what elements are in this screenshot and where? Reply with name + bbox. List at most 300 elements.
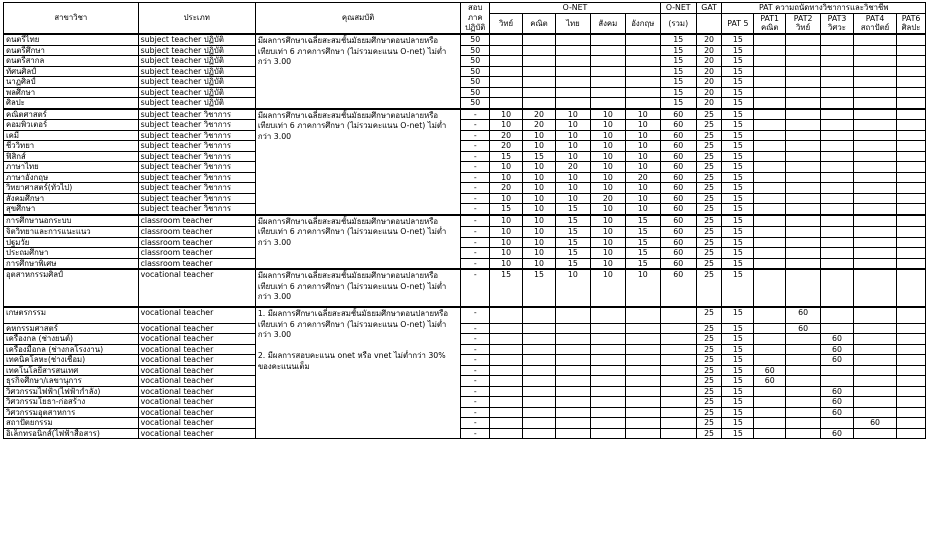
cell-score: 10: [490, 258, 523, 269]
cell-score: -: [461, 355, 490, 366]
cell-score: [786, 428, 821, 439]
cell-score: [754, 162, 786, 173]
cell-major: ชีววิทยา: [4, 141, 139, 152]
table-row: [4, 215, 926, 227]
cell-type: vocational teacher: [138, 418, 255, 429]
cell-type: subject teacher วิชาการ: [138, 130, 255, 141]
cell-score: [625, 307, 660, 323]
cell-score: [853, 227, 896, 238]
cell-major: เทคนิคโลหะ(ช่างเชื่อม): [4, 355, 139, 366]
cell-score: [786, 193, 821, 204]
cell-score: -: [461, 120, 490, 131]
cell-score: [754, 56, 786, 67]
table-row: [4, 269, 926, 307]
cell-type: vocational teacher: [138, 355, 255, 366]
cell-score: 10: [523, 237, 556, 248]
cell-score: [853, 355, 896, 366]
cell-score: -: [461, 141, 490, 152]
cell-score: [555, 407, 590, 418]
cell-score: 10: [490, 193, 523, 204]
cell-score: [853, 407, 896, 418]
cell-score: 20: [696, 56, 722, 67]
cell-major: นาฏศิลป์: [4, 77, 139, 88]
cell-score: [490, 66, 523, 77]
cell-score: 15: [660, 45, 696, 56]
cell-score: -: [461, 183, 490, 194]
cell-major: ทัศนศิลป์: [4, 66, 139, 77]
table-row: [4, 66, 926, 77]
cell-type: subject teacher วิชาการ: [138, 120, 255, 131]
cell-score: [897, 397, 926, 408]
cell-score: [897, 162, 926, 173]
cell-score: [625, 34, 660, 45]
cell-score: [853, 109, 896, 120]
cell-major: ศิลปะ: [4, 98, 139, 109]
table-row: [4, 418, 926, 429]
cell-score: 15: [722, 428, 754, 439]
table-row: [4, 45, 926, 56]
cell-score: [523, 407, 556, 418]
cell-score: [590, 386, 625, 397]
cell-score: [853, 237, 896, 248]
cell-score: 10: [590, 258, 625, 269]
cell-score: [786, 248, 821, 259]
cell-score: 50: [461, 34, 490, 45]
cell-score: [660, 365, 696, 376]
cell-score: [490, 418, 523, 429]
cell-score: [821, 120, 854, 131]
cell-score: [786, 66, 821, 77]
cell-score: [821, 323, 854, 334]
cell-score: 25: [696, 204, 722, 215]
cell-score: [754, 307, 786, 323]
cell-score: 25: [696, 172, 722, 183]
cell-type: subject teacher ปฏิบัติ: [138, 87, 255, 98]
cell-score: 20: [696, 66, 722, 77]
cell-qualification: [255, 269, 461, 307]
table-row: [4, 344, 926, 355]
cell-score: [853, 120, 896, 131]
cell-score: [821, 130, 854, 141]
cell-score: 15: [722, 120, 754, 131]
cell-major: คหกรรมศาสตร์: [4, 323, 139, 334]
cell-score: 15: [722, 407, 754, 418]
cell-score: [490, 365, 523, 376]
cell-score: [490, 344, 523, 355]
cell-score: 10: [555, 130, 590, 141]
cell-type: vocational teacher: [138, 323, 255, 334]
cell-score: 15: [722, 386, 754, 397]
cell-score: [853, 87, 896, 98]
table-row: [4, 130, 926, 141]
cell-score: 10: [590, 237, 625, 248]
cell-score: [490, 334, 523, 345]
cell-score: [660, 323, 696, 334]
cell-score: [625, 56, 660, 67]
cell-score: [555, 376, 590, 387]
cell-score: 25: [696, 120, 722, 131]
cell-score: [625, 323, 660, 334]
cell-qualification: [255, 172, 461, 183]
table-row: [4, 98, 926, 109]
cell-score: [555, 334, 590, 345]
cell-score: 60: [821, 344, 854, 355]
cell-score: [523, 334, 556, 345]
cell-qualification: [255, 141, 461, 152]
cell-score: [754, 141, 786, 152]
cell-score: 15: [722, 418, 754, 429]
cell-score: 15: [722, 109, 754, 120]
cell-score: [754, 344, 786, 355]
cell-score: 15: [722, 258, 754, 269]
cell-type: classroom teacher: [138, 215, 255, 227]
cell-score: 10: [625, 130, 660, 141]
cell-score: 15: [660, 87, 696, 98]
cell-score: 50: [461, 98, 490, 109]
cell-score: 25: [696, 355, 722, 366]
cell-score: [821, 227, 854, 238]
cell-score: 10: [555, 193, 590, 204]
cell-score: [523, 355, 556, 366]
cell-score: 20: [490, 141, 523, 152]
cell-score: 10: [490, 172, 523, 183]
header-onet-sci: วิทย์: [490, 13, 523, 34]
header-pat-group: PAT ความถนัดทางวิชาการและวิชาชีพ: [722, 3, 926, 14]
header-pat4: PAT4 สถาปัตย์: [853, 13, 896, 34]
cell-qualification: [255, 204, 461, 215]
cell-score: 25: [696, 418, 722, 429]
cell-qualification: [255, 183, 461, 194]
cell-major: เครื่องมือกล (ช่างกลโรงงาน): [4, 344, 139, 355]
cell-score: [897, 258, 926, 269]
cell-score: [490, 323, 523, 334]
cell-score: 15: [722, 130, 754, 141]
cell-score: 10: [590, 130, 625, 141]
table-row: [4, 151, 926, 162]
cell-score: 10: [490, 215, 523, 227]
cell-type: vocational teacher: [138, 376, 255, 387]
cell-score: [660, 307, 696, 323]
cell-score: 10: [523, 183, 556, 194]
cell-score: 15: [555, 204, 590, 215]
cell-score: [821, 204, 854, 215]
cell-score: 10: [523, 130, 556, 141]
cell-score: [821, 237, 854, 248]
cell-type: subject teacher ปฏิบัติ: [138, 77, 255, 88]
cell-major: ประถมศึกษา: [4, 248, 139, 259]
header-pat2: PAT2 วิทย์: [786, 13, 821, 34]
cell-qualification: [255, 307, 461, 371]
cell-score: -: [461, 227, 490, 238]
cell-major: การศึกษานอกระบบ: [4, 215, 139, 227]
cell-score: [555, 365, 590, 376]
cell-score: [897, 334, 926, 345]
cell-score: 15: [523, 151, 556, 162]
cell-score: [754, 237, 786, 248]
cell-score: [821, 376, 854, 387]
cell-score: 15: [722, 269, 754, 307]
cell-score: [897, 269, 926, 307]
cell-score: 20: [523, 109, 556, 120]
cell-type: subject teacher วิชาการ: [138, 151, 255, 162]
cell-score: [897, 237, 926, 248]
cell-score: [590, 66, 625, 77]
cell-score: [786, 376, 821, 387]
cell-score: [555, 386, 590, 397]
cell-score: 25: [696, 428, 722, 439]
cell-score: [821, 418, 854, 429]
admission-table-sheet: [3, 2, 926, 439]
cell-score: 15: [722, 344, 754, 355]
cell-score: [853, 269, 896, 307]
header-practical: สอบภาคปฏิบัติ: [461, 3, 490, 35]
cell-type: subject teacher ปฏิบัติ: [138, 56, 255, 67]
cell-type: subject teacher วิชาการ: [138, 183, 255, 194]
cell-score: 50: [461, 87, 490, 98]
cell-score: [590, 323, 625, 334]
cell-score: [821, 172, 854, 183]
cell-score: [754, 258, 786, 269]
cell-score: [897, 45, 926, 56]
cell-score: [821, 109, 854, 120]
cell-score: [555, 98, 590, 109]
cell-score: [590, 344, 625, 355]
table-row: [4, 109, 926, 120]
cell-score: 15: [722, 141, 754, 152]
cell-score: 15: [660, 98, 696, 109]
table-row: [4, 172, 926, 183]
header-major: สาขาวิชา: [4, 3, 139, 35]
cell-score: [853, 204, 896, 215]
cell-score: [555, 344, 590, 355]
cell-score: 15: [722, 215, 754, 227]
cell-qualification: [255, 248, 461, 259]
cell-score: 15: [722, 323, 754, 334]
cell-score: [786, 172, 821, 183]
cell-score: [786, 269, 821, 307]
cell-score: -: [461, 428, 490, 439]
cell-score: [490, 307, 523, 323]
cell-score: [897, 227, 926, 238]
cell-score: [523, 307, 556, 323]
cell-score: [754, 323, 786, 334]
cell-score: [821, 258, 854, 269]
cell-score: [754, 183, 786, 194]
cell-score: [786, 120, 821, 131]
cell-major: เกษตรกรรม: [4, 307, 139, 323]
cell-score: [821, 66, 854, 77]
cell-qualification: [255, 34, 461, 66]
cell-score: 10: [523, 172, 556, 183]
cell-score: 10: [590, 204, 625, 215]
cell-score: [754, 248, 786, 259]
cell-score: 60: [754, 365, 786, 376]
cell-score: [821, 77, 854, 88]
cell-score: [897, 141, 926, 152]
cell-score: [786, 355, 821, 366]
cell-score: [821, 141, 854, 152]
cell-score: -: [461, 344, 490, 355]
cell-score: 15: [722, 162, 754, 173]
cell-score: -: [461, 269, 490, 307]
cell-type: subject teacher วิชาการ: [138, 172, 255, 183]
cell-major: คอมพิวเตอร์: [4, 120, 139, 131]
cell-score: [897, 193, 926, 204]
cell-qualification: [255, 193, 461, 204]
cell-score: [660, 418, 696, 429]
cell-score: 25: [696, 397, 722, 408]
cell-score: 10: [590, 227, 625, 238]
cell-major: ปฐมวัย: [4, 237, 139, 248]
cell-score: [786, 237, 821, 248]
cell-score: [897, 204, 926, 215]
cell-score: [590, 45, 625, 56]
cell-major: จิตวิทยาและการแนะแนว: [4, 227, 139, 238]
cell-score: 60: [660, 109, 696, 120]
table-row: [4, 334, 926, 345]
cell-score: 15: [722, 34, 754, 45]
cell-score: [590, 397, 625, 408]
cell-score: [786, 141, 821, 152]
cell-score: 60: [853, 418, 896, 429]
cell-score: 15: [722, 248, 754, 259]
cell-score: [490, 98, 523, 109]
cell-score: [853, 323, 896, 334]
cell-score: [821, 56, 854, 67]
cell-score: [821, 87, 854, 98]
cell-score: 25: [696, 365, 722, 376]
cell-score: -: [461, 193, 490, 204]
cell-score: 60: [660, 215, 696, 227]
cell-score: [754, 227, 786, 238]
cell-score: [523, 397, 556, 408]
cell-score: [490, 87, 523, 98]
cell-score: 20: [523, 120, 556, 131]
cell-score: [853, 66, 896, 77]
cell-major: ภาษาอังกฤษ: [4, 172, 139, 183]
header-pat3: PAT3 วิศวะ: [821, 13, 854, 34]
cell-score: 10: [590, 172, 625, 183]
cell-score: [786, 162, 821, 173]
cell-score: [853, 397, 896, 408]
cell-qualification: [255, 376, 461, 387]
cell-score: 15: [722, 365, 754, 376]
cell-score: [786, 45, 821, 56]
cell-score: [590, 307, 625, 323]
cell-type: subject teacher วิชาการ: [138, 109, 255, 120]
cell-score: [555, 397, 590, 408]
cell-score: [897, 130, 926, 141]
cell-qualification: [255, 66, 461, 77]
cell-qualification: [255, 258, 461, 269]
cell-score: [754, 355, 786, 366]
cell-score: 10: [555, 269, 590, 307]
cell-score: -: [461, 215, 490, 227]
cell-score: 25: [696, 269, 722, 307]
qualification-text: มีผลการศึกษาเฉลี่ยสะสมชั้นมัธยมศึกษาตอนปลายหรือเทียบเท่า 6 ภาคการศึกษา (ไม่รวมคะแนน O-net) ไม่ต่ำกว่า 3.00: [257, 271, 447, 301]
cell-score: [754, 66, 786, 77]
cell-score: [523, 34, 556, 45]
table-row: [4, 407, 926, 418]
cell-score: [523, 77, 556, 88]
cell-score: 60: [660, 141, 696, 152]
cell-qualification: [255, 418, 461, 429]
cell-score: 15: [555, 237, 590, 248]
cell-score: [523, 98, 556, 109]
cell-score: [897, 56, 926, 67]
header-gat-sub: [696, 13, 722, 34]
cell-score: [786, 258, 821, 269]
cell-qualification: [255, 98, 461, 109]
cell-qualification: [255, 428, 461, 439]
cell-score: 10: [590, 248, 625, 259]
cell-score: [897, 355, 926, 366]
cell-score: 20: [490, 130, 523, 141]
cell-score: [625, 386, 660, 397]
cell-type: vocational teacher: [138, 269, 255, 307]
cell-type: vocational teacher: [138, 407, 255, 418]
cell-score: 25: [696, 141, 722, 152]
cell-score: [821, 45, 854, 56]
cell-score: [853, 77, 896, 88]
cell-score: 60: [660, 193, 696, 204]
cell-score: 10: [625, 109, 660, 120]
cell-score: [897, 323, 926, 334]
cell-score: 20: [590, 193, 625, 204]
cell-score: [853, 162, 896, 173]
cell-score: -: [461, 237, 490, 248]
cell-score: -: [461, 172, 490, 183]
cell-qualification: [255, 109, 461, 141]
cell-score: 10: [555, 109, 590, 120]
cell-score: [625, 66, 660, 77]
cell-score: [523, 323, 556, 334]
cell-score: [754, 428, 786, 439]
cell-score: 60: [660, 237, 696, 248]
cell-score: 25: [696, 386, 722, 397]
cell-score: [897, 151, 926, 162]
cell-score: [590, 355, 625, 366]
cell-score: [625, 355, 660, 366]
cell-score: [625, 397, 660, 408]
cell-score: 60: [754, 376, 786, 387]
table-row: [4, 355, 926, 366]
cell-score: [590, 418, 625, 429]
cell-score: -: [461, 307, 490, 323]
cell-qualification: [255, 151, 461, 162]
cell-score: [523, 418, 556, 429]
cell-score: [897, 365, 926, 376]
cell-score: [821, 307, 854, 323]
cell-score: 25: [696, 193, 722, 204]
table-row: [4, 193, 926, 204]
cell-score: 10: [490, 248, 523, 259]
cell-score: 60: [660, 269, 696, 307]
cell-score: [523, 386, 556, 397]
cell-type: subject teacher ปฏิบัติ: [138, 66, 255, 77]
cell-score: [786, 344, 821, 355]
table-row: [4, 376, 926, 387]
cell-score: [786, 215, 821, 227]
qualification-text: มีผลการศึกษาเฉลี่ยสะสมชั้นมัธยมศึกษาตอนปลายหรือเทียบเท่า 6 ภาคการศึกษา (ไม่รวมคะแนน O-net) ไม่ต่ำกว่า 3.00: [257, 216, 447, 247]
cell-score: [897, 77, 926, 88]
cell-score: [897, 34, 926, 45]
cell-score: [754, 130, 786, 141]
cell-major: สังคมศึกษา: [4, 193, 139, 204]
cell-score: 15: [490, 151, 523, 162]
cell-score: 10: [590, 120, 625, 131]
cell-score: [625, 98, 660, 109]
